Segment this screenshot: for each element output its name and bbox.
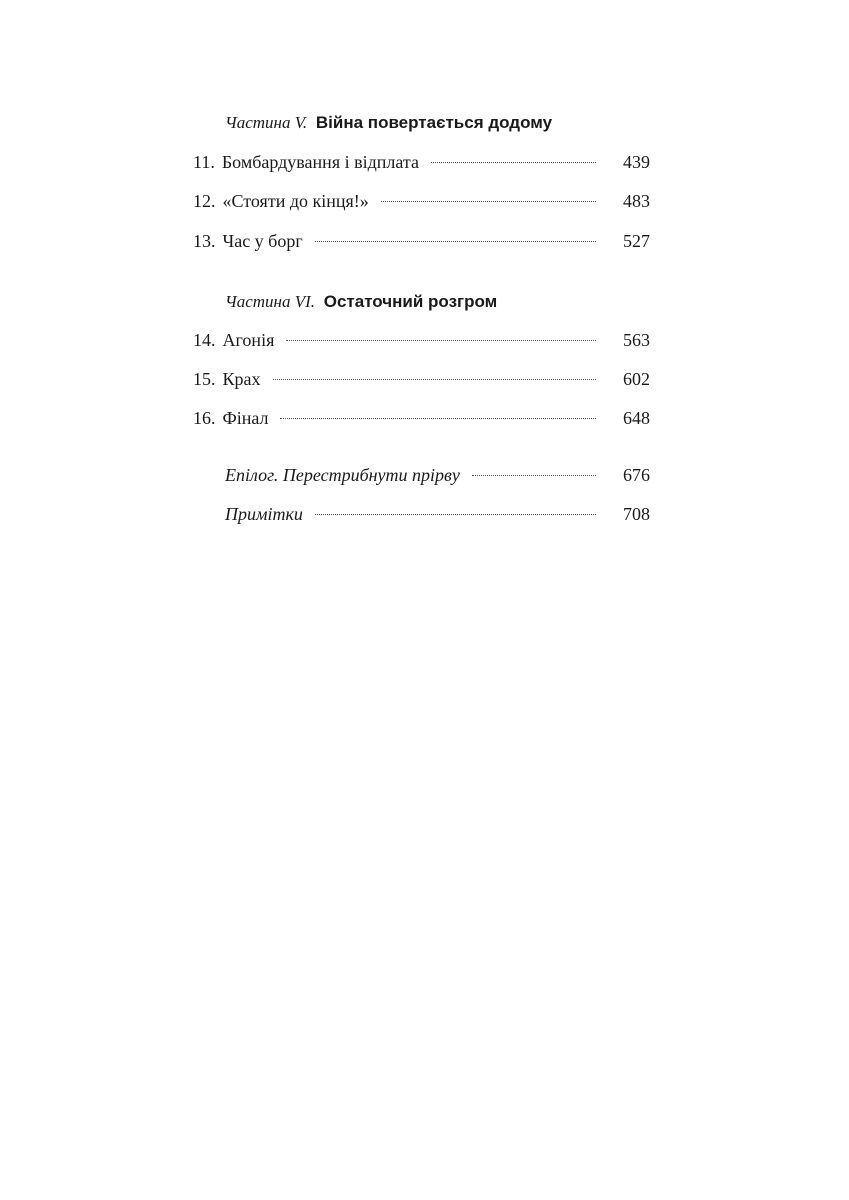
chapter-title: «Стояти до кінця!» [222, 191, 369, 211]
toc-entry-14[interactable] [193, 328, 650, 352]
page-number: 648 [623, 408, 650, 428]
chapter-number: 13. [193, 231, 216, 251]
toc-entry-12[interactable] [193, 189, 650, 213]
dot-leader [286, 340, 596, 341]
toc-entry-13[interactable] [193, 229, 650, 253]
dot-leader [315, 241, 596, 242]
dot-leader [315, 514, 596, 515]
dot-leader [431, 162, 596, 163]
chapter-title: Фінал [222, 408, 269, 428]
dot-leader [273, 379, 597, 380]
toc-entry-16[interactable] [193, 406, 650, 430]
toc-entry-epilogue[interactable] [225, 463, 650, 487]
chapter-title: Час у борг [222, 231, 303, 251]
dot-leader [381, 201, 596, 202]
chapter-title: Агонія [222, 330, 275, 350]
dot-leader [280, 418, 596, 419]
toc-entry-15[interactable] [193, 367, 650, 391]
chapter-number: 11. [193, 152, 215, 172]
part-title: Остаточний розгром [323, 292, 498, 311]
part-heading-v [225, 111, 552, 135]
entry-title: Епілог. Перестрибнути прірву [225, 465, 460, 485]
page-number: 439 [623, 152, 650, 172]
page-number: 483 [623, 191, 650, 211]
chapter-number: 12. [193, 191, 216, 211]
chapter-number: 16. [193, 408, 216, 428]
toc-entry-notes[interactable] [225, 502, 650, 526]
page-number: 708 [623, 504, 650, 524]
page-number: 527 [623, 231, 650, 251]
entry-title: Примітки [225, 504, 303, 524]
part-heading-vi [225, 290, 497, 314]
chapter-title: Бомбардування і відплата [221, 152, 419, 172]
page-number: 602 [623, 369, 650, 389]
part-label: Частина V. [225, 113, 308, 132]
part-label: Частина VI. [225, 292, 316, 311]
chapter-number: 15. [193, 369, 216, 389]
page-number: 676 [623, 465, 650, 485]
part-title: Війна повертається додому [315, 113, 553, 132]
chapter-number: 14. [193, 330, 216, 350]
toc-entry-11[interactable] [193, 150, 650, 174]
page-number: 563 [623, 330, 650, 350]
chapter-title: Крах [222, 369, 261, 389]
dot-leader [472, 475, 596, 476]
